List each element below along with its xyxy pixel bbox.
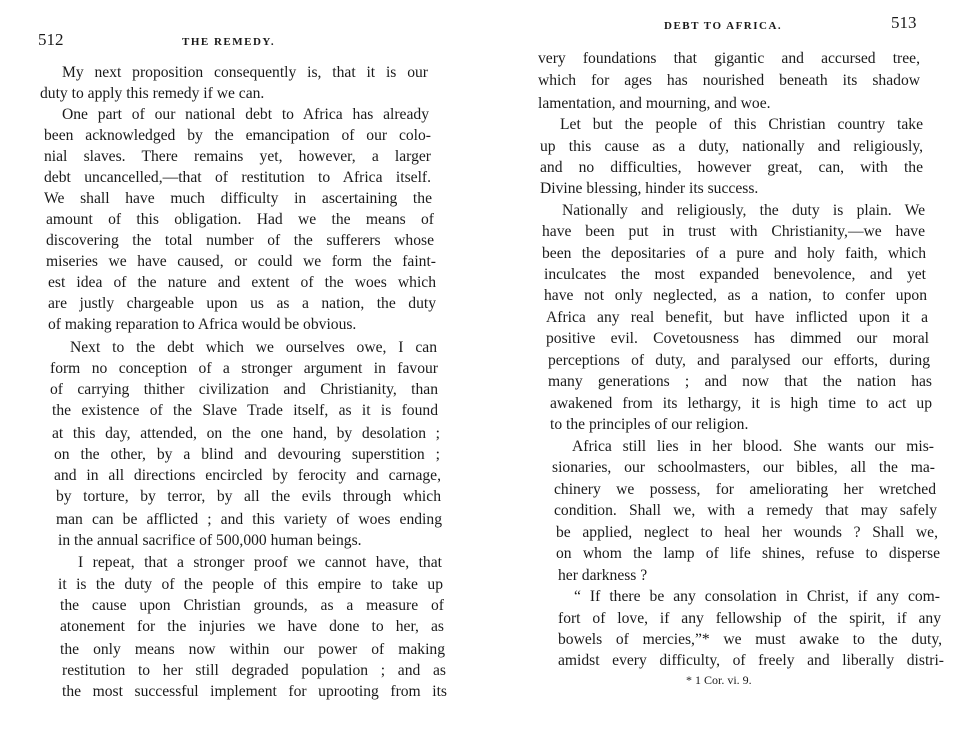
text-line: to the principles of our religion.	[550, 416, 749, 433]
left-page	[0, 0, 480, 735]
text-line: the existence of the Slave Trade itself, as it is found	[52, 402, 438, 419]
text-line: man can be afflicted ; and this variety of woes ending	[56, 511, 442, 528]
running-head: DEBT TO AFRICA.	[664, 20, 783, 32]
text-line: have been put in trust with Christianity,—we have	[542, 223, 925, 240]
text-line: many generations ; and now that the nation has	[548, 373, 932, 390]
text-line: form no conception of a stronger argument in favour	[50, 360, 438, 377]
text-line: fort of love, if any fellowship of the spirit, if any	[558, 610, 941, 627]
text-line: perceptions of duty, and paralysed our efforts, during	[548, 352, 930, 369]
footnote: * 1 Cor. vi. 9.	[686, 673, 752, 687]
text-line: awakened from its lethargy, it is high time to act up	[550, 395, 932, 412]
page-number: 513	[891, 13, 917, 32]
text-line: amount of this obligation. Had we the means of	[46, 211, 434, 228]
text-line: very foundations that gigantic and accursed tree,	[538, 50, 920, 67]
right-page	[500, 0, 980, 735]
text-line: bowels of mercies,”* we must awake to the duty,	[558, 631, 942, 648]
running-head: THE REMEDY.	[182, 36, 276, 48]
text-line: which for ages has nourished beneath its shadow	[538, 72, 920, 89]
text-line: be applied, neglect to heal her wounds ? Shall we,	[556, 524, 938, 541]
text-line: have not only neglected, as a nation, to confer upon	[544, 287, 927, 304]
text-line: the only means now within our power of making	[60, 641, 445, 658]
text-line: est idea of the nature and extent of the woes which	[48, 274, 436, 291]
text-line: condition. Shall we, with a remedy that may safely	[554, 502, 937, 519]
text-line: and in all directions encircled by ferocity and carnage,	[54, 467, 441, 484]
text-line: “ If there be any consolation in Christ, if any com-	[574, 588, 940, 605]
text-line: Divine blessing, hinder its success.	[540, 180, 759, 197]
text-line: Africa any real benefit, but have inflicted upon it a	[546, 309, 928, 326]
text-line: Nationally and religiously, the duty is plain. We	[562, 202, 925, 219]
text-line: up this cause as a duty, nationally and religiously,	[540, 138, 923, 155]
text-line: lamentation, and mourning, and woe.	[538, 95, 771, 112]
text-line: been acknowledged by the emancipation of our colo-	[44, 127, 431, 144]
text-line: of carrying thither civilization and Christianity, than	[50, 381, 438, 398]
text-line: nial slaves. There remains yet, however, a larger	[44, 148, 431, 165]
text-line: the cause upon Christian grounds, as a measure of	[60, 597, 444, 614]
text-line: chinery we possess, for ameliorating her wretched	[554, 481, 936, 498]
text-line: Next to the debt which we ourselves owe, I can	[70, 339, 437, 356]
page-number: 512	[38, 30, 64, 49]
text-line: are justly chargeable upon us as a nation, the duty	[48, 295, 436, 312]
text-line: inculcates the most expanded benevolence, and yet	[544, 266, 926, 283]
text-line: in the annual sacrifice of 500,000 human beings.	[58, 532, 362, 549]
text-line: been the depositaries of a pure and holy faith, which	[542, 245, 926, 262]
text-line: discovering the total number of the sufferers whose	[46, 232, 434, 249]
text-line: on whom the lamp of life shines, refuse to disperse	[556, 545, 940, 562]
text-line: her darkness ?	[558, 567, 648, 584]
text-line: miseries we have caused, or could we form the faint-	[46, 253, 436, 270]
text-line: I repeat, that a stronger proof we cannot have, that	[78, 554, 442, 571]
text-line: duty to apply this remedy if we can.	[40, 85, 265, 102]
text-line: debt uncancelled,—that of restitution to Africa itself.	[44, 169, 431, 186]
text-line: Africa still lies in her blood. She wants our mis-	[572, 438, 934, 455]
text-line: it is the duty of the people of this empire to take up	[58, 576, 443, 593]
text-line: and no difficulties, however great, can, with the	[540, 159, 923, 176]
text-line: by torture, by terror, by all the evils through which	[56, 488, 441, 505]
text-line: amidst every difficulty, of freely and liberally distri-	[558, 652, 944, 669]
text-line: One part of our national debt to Africa has already	[62, 106, 429, 123]
text-line: on the other, by a blind and devouring superstition ;	[54, 446, 440, 463]
text-line: positive evil. Covetousness has dimmed our moral	[546, 330, 929, 347]
text-line: of making reparation to Africa would be obvious.	[48, 316, 357, 333]
text-line: the most successful implement for uprooting from its	[62, 683, 447, 700]
text-line: restitution to her still degraded population ; and as	[62, 662, 446, 679]
text-line: at this day, attended, on the one hand, by desolation ;	[52, 425, 440, 442]
text-line: atonement for the injuries we have done to her, as	[60, 618, 444, 635]
text-line: Let but the people of this Christian country take	[560, 116, 923, 133]
text-line: We shall have much difficulty in ascertaining the	[44, 190, 432, 207]
text-line: My next proposition consequently is, that it is our	[62, 64, 428, 81]
text-line: sionaries, our schoolmasters, our bibles, all the ma-	[552, 459, 935, 476]
